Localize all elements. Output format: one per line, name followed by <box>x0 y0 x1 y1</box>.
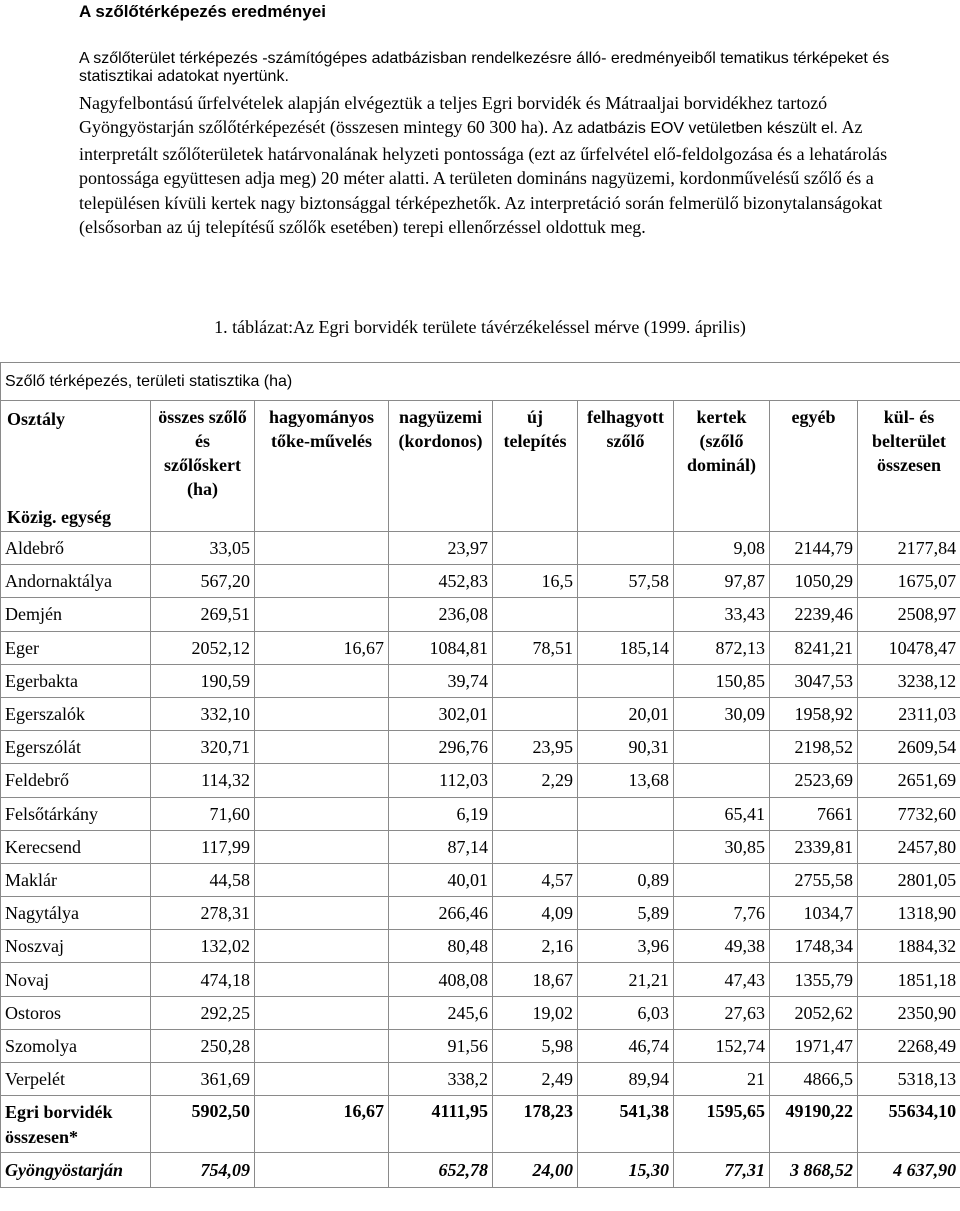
table-cell: 4 637,90 <box>858 1153 960 1188</box>
table-cell: 5,89 <box>578 897 674 930</box>
table-total-row <box>1 1096 960 1153</box>
row-label: Egerbakta <box>1 664 151 697</box>
table-title: Szőlő térképezés, területi statisztika (ha) <box>1 363 960 401</box>
table-cell: 4,09 <box>493 897 578 930</box>
table-cell: 2523,69 <box>770 764 858 797</box>
table-cell <box>255 565 389 598</box>
table-cell: 5902,50 <box>151 1096 255 1153</box>
table-row <box>1 697 960 730</box>
table-cell <box>255 863 389 896</box>
table-cell <box>255 830 389 863</box>
table-cell: 114,32 <box>151 764 255 797</box>
table-cell: 2,16 <box>493 930 578 963</box>
row-label: Egerszalók <box>1 697 151 730</box>
table-cell: 250,28 <box>151 1029 255 1062</box>
table-cell: 2457,80 <box>858 830 960 863</box>
table-cell <box>255 797 389 830</box>
table-cell: 1748,34 <box>770 930 858 963</box>
table-cell: 1084,81 <box>389 631 493 664</box>
table-cell <box>255 1153 389 1188</box>
table-cell <box>255 731 389 764</box>
table-cell <box>578 830 674 863</box>
table-cell: 1595,65 <box>674 1096 770 1153</box>
table-title-row <box>1 363 960 401</box>
table-cell: 47,43 <box>674 963 770 996</box>
row-label: Aldebrő <box>1 532 151 565</box>
table-cell: 7661 <box>770 797 858 830</box>
table-cell: 2508,97 <box>858 598 960 631</box>
table-cell: 2198,52 <box>770 731 858 764</box>
table-cell: 567,20 <box>151 565 255 598</box>
table-cell: 3 868,52 <box>770 1153 858 1188</box>
table-cell <box>255 897 389 930</box>
row-label: Gyöngyöstarján <box>1 1153 151 1188</box>
table-cell <box>255 532 389 565</box>
row-label: Feldebrő <box>1 764 151 797</box>
table-row <box>1 631 960 664</box>
table-row <box>1 797 960 830</box>
body-text-part1: Nagyfelbontású űrfelvételek alapján elvégeztük a teljes Egri borvidék és Mátraaljai borvidékhez tartozó Gyöngyöstarján szőlőtérképezését (összesen mintegy 60 300 ha). Az <box>79 93 828 138</box>
table-cell <box>255 930 389 963</box>
table-cell: 2,49 <box>493 1063 578 1096</box>
table-cell: 132,02 <box>151 930 255 963</box>
table-cell <box>255 764 389 797</box>
row-label: Demjén <box>1 598 151 631</box>
table-cell: 8241,21 <box>770 631 858 664</box>
body-text-part2: adatbázis EOV vetületben készült el. <box>577 120 838 138</box>
table-cell <box>674 863 770 896</box>
table-cell <box>493 532 578 565</box>
column-header: nagyüzemi (kordonos) <box>389 401 493 532</box>
table-cell: 2268,49 <box>858 1029 960 1062</box>
table-cell: 40,01 <box>389 863 493 896</box>
table-cell: 2,29 <box>493 764 578 797</box>
table-cell: 27,63 <box>674 996 770 1029</box>
table-cell: 2801,05 <box>858 863 960 896</box>
statistics-table <box>0 362 960 1188</box>
table-cell: 89,94 <box>578 1063 674 1096</box>
table-cell: 1884,32 <box>858 930 960 963</box>
table-cell: 18,67 <box>493 963 578 996</box>
column-header: kertek (szőlő dominál) <box>674 401 770 532</box>
row-label: Ostoros <box>1 996 151 1029</box>
table-cell <box>255 963 389 996</box>
table-cell: 2311,03 <box>858 697 960 730</box>
table-cell: 236,08 <box>389 598 493 631</box>
table-cell: 541,38 <box>578 1096 674 1153</box>
table-cell: 3238,12 <box>858 664 960 697</box>
table-cell <box>493 797 578 830</box>
column-header: felhagyott szőlő <box>578 401 674 532</box>
table-cell: 2239,46 <box>770 598 858 631</box>
table-row <box>1 731 960 764</box>
table-cell: 3047,53 <box>770 664 858 697</box>
table-cell: 302,01 <box>389 697 493 730</box>
table-cell: 78,51 <box>493 631 578 664</box>
table-cell: 9,08 <box>674 532 770 565</box>
table-cell: 1971,47 <box>770 1029 858 1062</box>
table-row <box>1 532 960 565</box>
table-cell: 190,59 <box>151 664 255 697</box>
table-cell: 90,31 <box>578 731 674 764</box>
table-cell: 16,5 <box>493 565 578 598</box>
table-cell: 97,87 <box>674 565 770 598</box>
section-heading: A szőlőtérképezés eredményei <box>79 2 326 21</box>
table-cell: 80,48 <box>389 930 493 963</box>
table-cell: 361,69 <box>151 1063 255 1096</box>
table-cell: 77,31 <box>674 1153 770 1188</box>
table-cell: 30,85 <box>674 830 770 863</box>
table-cell: 1318,90 <box>858 897 960 930</box>
table-cell: 652,78 <box>389 1153 493 1188</box>
table-cell: 57,58 <box>578 565 674 598</box>
table-extra-row <box>1 1153 960 1188</box>
column-header: összes szőlő és szőlőskert (ha) <box>151 401 255 532</box>
table-cell <box>255 664 389 697</box>
table-cell: 1958,92 <box>770 697 858 730</box>
row-label: Verpelét <box>1 1063 151 1096</box>
table-row <box>1 764 960 797</box>
table-cell: 2144,79 <box>770 532 858 565</box>
table-row <box>1 996 960 1029</box>
table-cell <box>255 1063 389 1096</box>
table-cell: 112,03 <box>389 764 493 797</box>
table-cell: 2609,54 <box>858 731 960 764</box>
table-row <box>1 565 960 598</box>
table-row <box>1 897 960 930</box>
table-cell <box>674 764 770 797</box>
table-cell: 266,46 <box>389 897 493 930</box>
body-text-part3: Az interpretált szőlőterületek határvonalának helyzeti pontossága (ezt az űrfelvétel elő-feldolgozása és a lehatárolás pontossága együttesen adja meg) 20 méter alatti. A területen domináns nagyüzemi, kordonművelésű szőlő és a településen kívüli kertek nagy biztonsággal térképezhetők. Az interpretáció során felmerülő bizonytalanságokat (elsősorban az új telepítésű szőlők esetében) terepi ellenőrzéssel oldottuk meg. <box>79 117 888 238</box>
table-cell: 20,01 <box>578 697 674 730</box>
row-label: Novaj <box>1 963 151 996</box>
table-cell: 2052,12 <box>151 631 255 664</box>
table-cell: 452,83 <box>389 565 493 598</box>
table-cell: 65,41 <box>674 797 770 830</box>
body-paragraph <box>79 91 894 239</box>
table-cell: 71,60 <box>151 797 255 830</box>
table-cell: 23,95 <box>493 731 578 764</box>
table-caption: 1. táblázat:Az Egri borvidék területe távérzékeléssel mérve (1999. április) <box>214 317 746 337</box>
table-row <box>1 930 960 963</box>
table-cell: 0,89 <box>578 863 674 896</box>
column-header: kül- és belterület összesen <box>858 401 960 532</box>
column-header: hagyományos tőke-művelés <box>255 401 389 532</box>
table-cell <box>255 697 389 730</box>
table-cell: 49,38 <box>674 930 770 963</box>
table-cell: 23,97 <box>389 532 493 565</box>
table-cell: 150,85 <box>674 664 770 697</box>
row-label: Eger <box>1 631 151 664</box>
table-cell: 185,14 <box>578 631 674 664</box>
table-cell: 5,98 <box>493 1029 578 1062</box>
table-row <box>1 664 960 697</box>
table-cell: 46,74 <box>578 1029 674 1062</box>
table-cell <box>578 532 674 565</box>
column-header: egyéb <box>770 401 858 532</box>
table-cell: 33,43 <box>674 598 770 631</box>
table-cell: 16,67 <box>255 631 389 664</box>
table-body <box>1 363 960 1188</box>
table-cell: 320,71 <box>151 731 255 764</box>
row-label: Kerecsend <box>1 830 151 863</box>
table-cell: 7,76 <box>674 897 770 930</box>
row-label: Egri borvidék összesen* <box>1 1096 151 1153</box>
table-cell: 16,67 <box>255 1096 389 1153</box>
row-label: Szomolya <box>1 1029 151 1062</box>
table-cell: 1034,7 <box>770 897 858 930</box>
table-cell: 24,00 <box>493 1153 578 1188</box>
table-cell: 2177,84 <box>858 532 960 565</box>
table-cell: 474,18 <box>151 963 255 996</box>
table-cell <box>578 664 674 697</box>
table-cell: 4866,5 <box>770 1063 858 1096</box>
row-label: Felsőtárkány <box>1 797 151 830</box>
row-label: Egerszólát <box>1 731 151 764</box>
table-cell: 21,21 <box>578 963 674 996</box>
row-label: Noszvaj <box>1 930 151 963</box>
header-osztaly: Osztály <box>7 409 65 429</box>
table-cell: 49190,22 <box>770 1096 858 1153</box>
header-osztaly-cell <box>1 401 151 532</box>
table-cell: 87,14 <box>389 830 493 863</box>
column-header: új telepítés <box>493 401 578 532</box>
table-cell: 872,13 <box>674 631 770 664</box>
table-cell: 21 <box>674 1063 770 1096</box>
table-cell: 152,74 <box>674 1029 770 1062</box>
table-cell: 1675,07 <box>858 565 960 598</box>
table-row <box>1 863 960 896</box>
table-cell <box>493 830 578 863</box>
table-cell: 2052,62 <box>770 996 858 1029</box>
table-cell: 19,02 <box>493 996 578 1029</box>
intro-paragraph: A szőlőterület térképezés -számítógépes adatbázisban rendelkezésre álló- eredményeiből tematikus térképeket és statisztikai adatokat nyertünk. <box>79 50 890 85</box>
table-cell: 4111,95 <box>389 1096 493 1153</box>
table-cell: 44,58 <box>151 863 255 896</box>
table-cell <box>493 598 578 631</box>
table-cell <box>255 996 389 1029</box>
table-cell: 13,68 <box>578 764 674 797</box>
table-cell: 6,03 <box>578 996 674 1029</box>
table-cell: 754,09 <box>151 1153 255 1188</box>
table-cell: 338,2 <box>389 1063 493 1096</box>
table-cell: 2755,58 <box>770 863 858 896</box>
table-cell: 10478,47 <box>858 631 960 664</box>
table-row <box>1 963 960 996</box>
table-cell <box>674 731 770 764</box>
table-cell: 178,23 <box>493 1096 578 1153</box>
table-cell: 15,30 <box>578 1153 674 1188</box>
table-cell: 2651,69 <box>858 764 960 797</box>
table-cell: 3,96 <box>578 930 674 963</box>
table-row <box>1 598 960 631</box>
table-cell <box>255 1029 389 1062</box>
table-cell: 296,76 <box>389 731 493 764</box>
table-cell <box>255 598 389 631</box>
table-cell <box>578 797 674 830</box>
row-label: Andornaktálya <box>1 565 151 598</box>
table-cell: 91,56 <box>389 1029 493 1062</box>
table-row <box>1 830 960 863</box>
table-cell <box>493 664 578 697</box>
table-cell: 278,31 <box>151 897 255 930</box>
table-cell: 245,6 <box>389 996 493 1029</box>
table-cell: 2350,90 <box>858 996 960 1029</box>
table-cell: 269,51 <box>151 598 255 631</box>
table-cell: 7732,60 <box>858 797 960 830</box>
table-cell <box>493 697 578 730</box>
table-cell: 1355,79 <box>770 963 858 996</box>
table-cell: 408,08 <box>389 963 493 996</box>
table-row <box>1 1063 960 1096</box>
table-cell: 33,05 <box>151 532 255 565</box>
table-cell: 6,19 <box>389 797 493 830</box>
table-cell: 292,25 <box>151 996 255 1029</box>
header-kozig-egyseg: Közig. egység <box>7 507 111 527</box>
table-cell: 332,10 <box>151 697 255 730</box>
table-cell: 30,09 <box>674 697 770 730</box>
table-cell: 55634,10 <box>858 1096 960 1153</box>
row-label: Nagytálya <box>1 897 151 930</box>
table-header-row <box>1 401 960 532</box>
table-cell: 5318,13 <box>858 1063 960 1096</box>
table-cell: 4,57 <box>493 863 578 896</box>
row-label: Maklár <box>1 863 151 896</box>
table-cell: 2339,81 <box>770 830 858 863</box>
table-cell: 1851,18 <box>858 963 960 996</box>
table-row <box>1 1029 960 1062</box>
table-cell: 39,74 <box>389 664 493 697</box>
table-cell: 117,99 <box>151 830 255 863</box>
table-cell: 1050,29 <box>770 565 858 598</box>
table-cell <box>578 598 674 631</box>
